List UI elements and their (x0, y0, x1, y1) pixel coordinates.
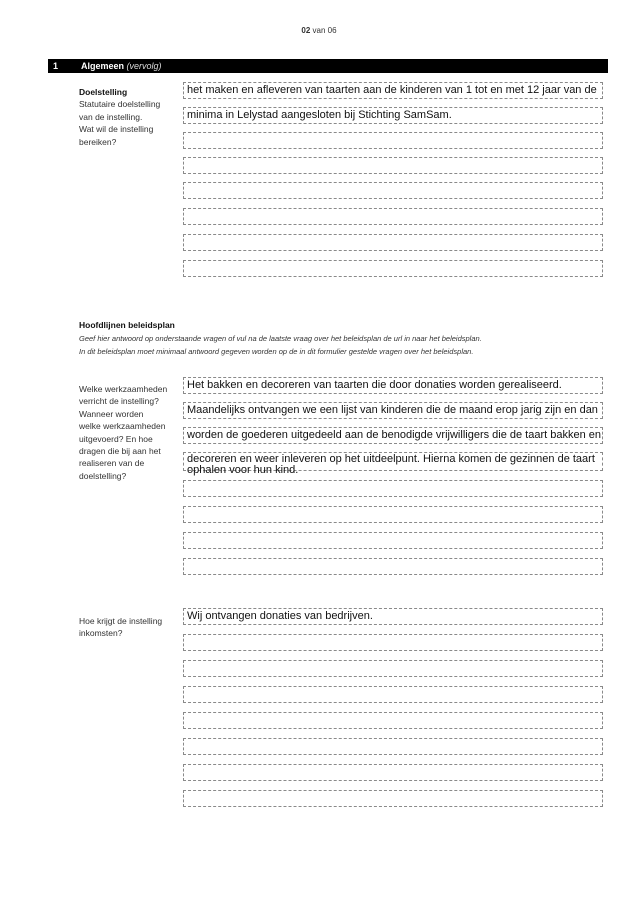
section-header-bar (48, 59, 608, 73)
inkomsten-line: Hoe krijgt de instelling (79, 616, 163, 626)
inkomsten-field[interactable] (183, 738, 603, 755)
inkomsten-field[interactable] (183, 790, 603, 807)
werkzaamheden-field[interactable] (183, 506, 603, 523)
werkzaamheden-line: dragen die bij aan het (79, 446, 161, 457)
werkzaamheden-label (79, 383, 167, 482)
doelstelling-field[interactable]: het maken en afleveren van taarten aan de kinderen van 1 tot en met 12 jaar van de (183, 82, 603, 99)
doelstelling-line: bereiken? (79, 136, 117, 147)
inkomsten-field[interactable] (183, 660, 603, 677)
werkzaamheden-line: doelstelling? (79, 470, 127, 481)
werkzaamheden-field[interactable] (183, 532, 603, 549)
inkomsten-field[interactable] (183, 686, 603, 703)
page-total: van 06 (312, 26, 337, 35)
doelstelling-field[interactable]: minima in Lelystad aangesloten bij Stichting SamSam. (183, 107, 603, 124)
beleidsplan-heading: Hoofdlijnen beleidsplan (79, 320, 175, 330)
werkzaamheden-line: welke werkzaamheden (79, 421, 166, 432)
inkomsten-field[interactable] (183, 764, 603, 781)
werkzaamheden-field[interactable] (183, 480, 603, 497)
doelstelling-heading: Doelstelling (79, 87, 128, 97)
inkomsten-label (79, 615, 162, 640)
inkomsten-field[interactable]: Wij ontvangen donaties van bedrijven. (183, 608, 603, 625)
doelstelling-field[interactable] (183, 260, 603, 277)
doelstelling-line: Statutaire doelstelling (79, 99, 161, 110)
page-current: 02 (301, 26, 311, 35)
beleidsplan-note: In dit beleidsplan moet minimaal antwoord gegeven worden op de in dit formulier gestelde vragen over het beleidsplan. (79, 347, 474, 356)
section-number: 1 (53, 61, 59, 71)
section-title (81, 59, 162, 73)
werkzaamheden-field[interactable]: Het bakken en decoreren van taarten die door donaties worden gerealiseerd. (183, 377, 603, 394)
inkomsten-field[interactable] (183, 712, 603, 729)
werkzaamheden-line: uitgevoerd? En hoe (79, 433, 153, 444)
section-subtitle: (vervolg) (126, 61, 162, 71)
werkzaamheden-line: realiseren van de (79, 458, 145, 469)
werkzaamheden-field[interactable] (183, 558, 603, 575)
doelstelling-label (79, 86, 160, 148)
werkzaamheden-line: verricht de instelling? (79, 396, 159, 407)
werkzaamheden-field[interactable]: decoreren en weer inleveren op het uitdeelpunt. Hierna komen de gezinnen de taart ophalen voor hun kind. (183, 452, 603, 471)
beleidsplan-note: Geef hier antwoord op onderstaande vragen of vul na de laatste vraag over het beleidsplan de url in naar het beleidsplan. (79, 334, 482, 343)
section-title-text: Algemeen (81, 61, 125, 71)
doelstelling-field[interactable] (183, 234, 603, 251)
doelstelling-line: van de instelling. (79, 111, 143, 122)
werkzaamheden-line: Wanneer worden (79, 408, 144, 419)
werkzaamheden-field[interactable]: Maandelijks ontvangen we een lijst van kinderen die de maand erop jarig zijn en dan (183, 402, 603, 419)
doelstelling-field[interactable] (183, 157, 603, 174)
page-number (0, 26, 638, 35)
werkzaamheden-field[interactable]: worden de goederen uitgedeeld aan de benodigde vrijwilligers die de taart bakken en (183, 427, 603, 444)
doelstelling-field[interactable] (183, 132, 603, 149)
doelstelling-field[interactable] (183, 208, 603, 225)
inkomsten-line: inkomsten? (79, 628, 123, 639)
doelstelling-field[interactable] (183, 182, 603, 199)
werkzaamheden-line: Welke werkzaamheden (79, 384, 168, 394)
doelstelling-line: Wat wil de instelling (79, 124, 154, 135)
inkomsten-field[interactable] (183, 634, 603, 651)
